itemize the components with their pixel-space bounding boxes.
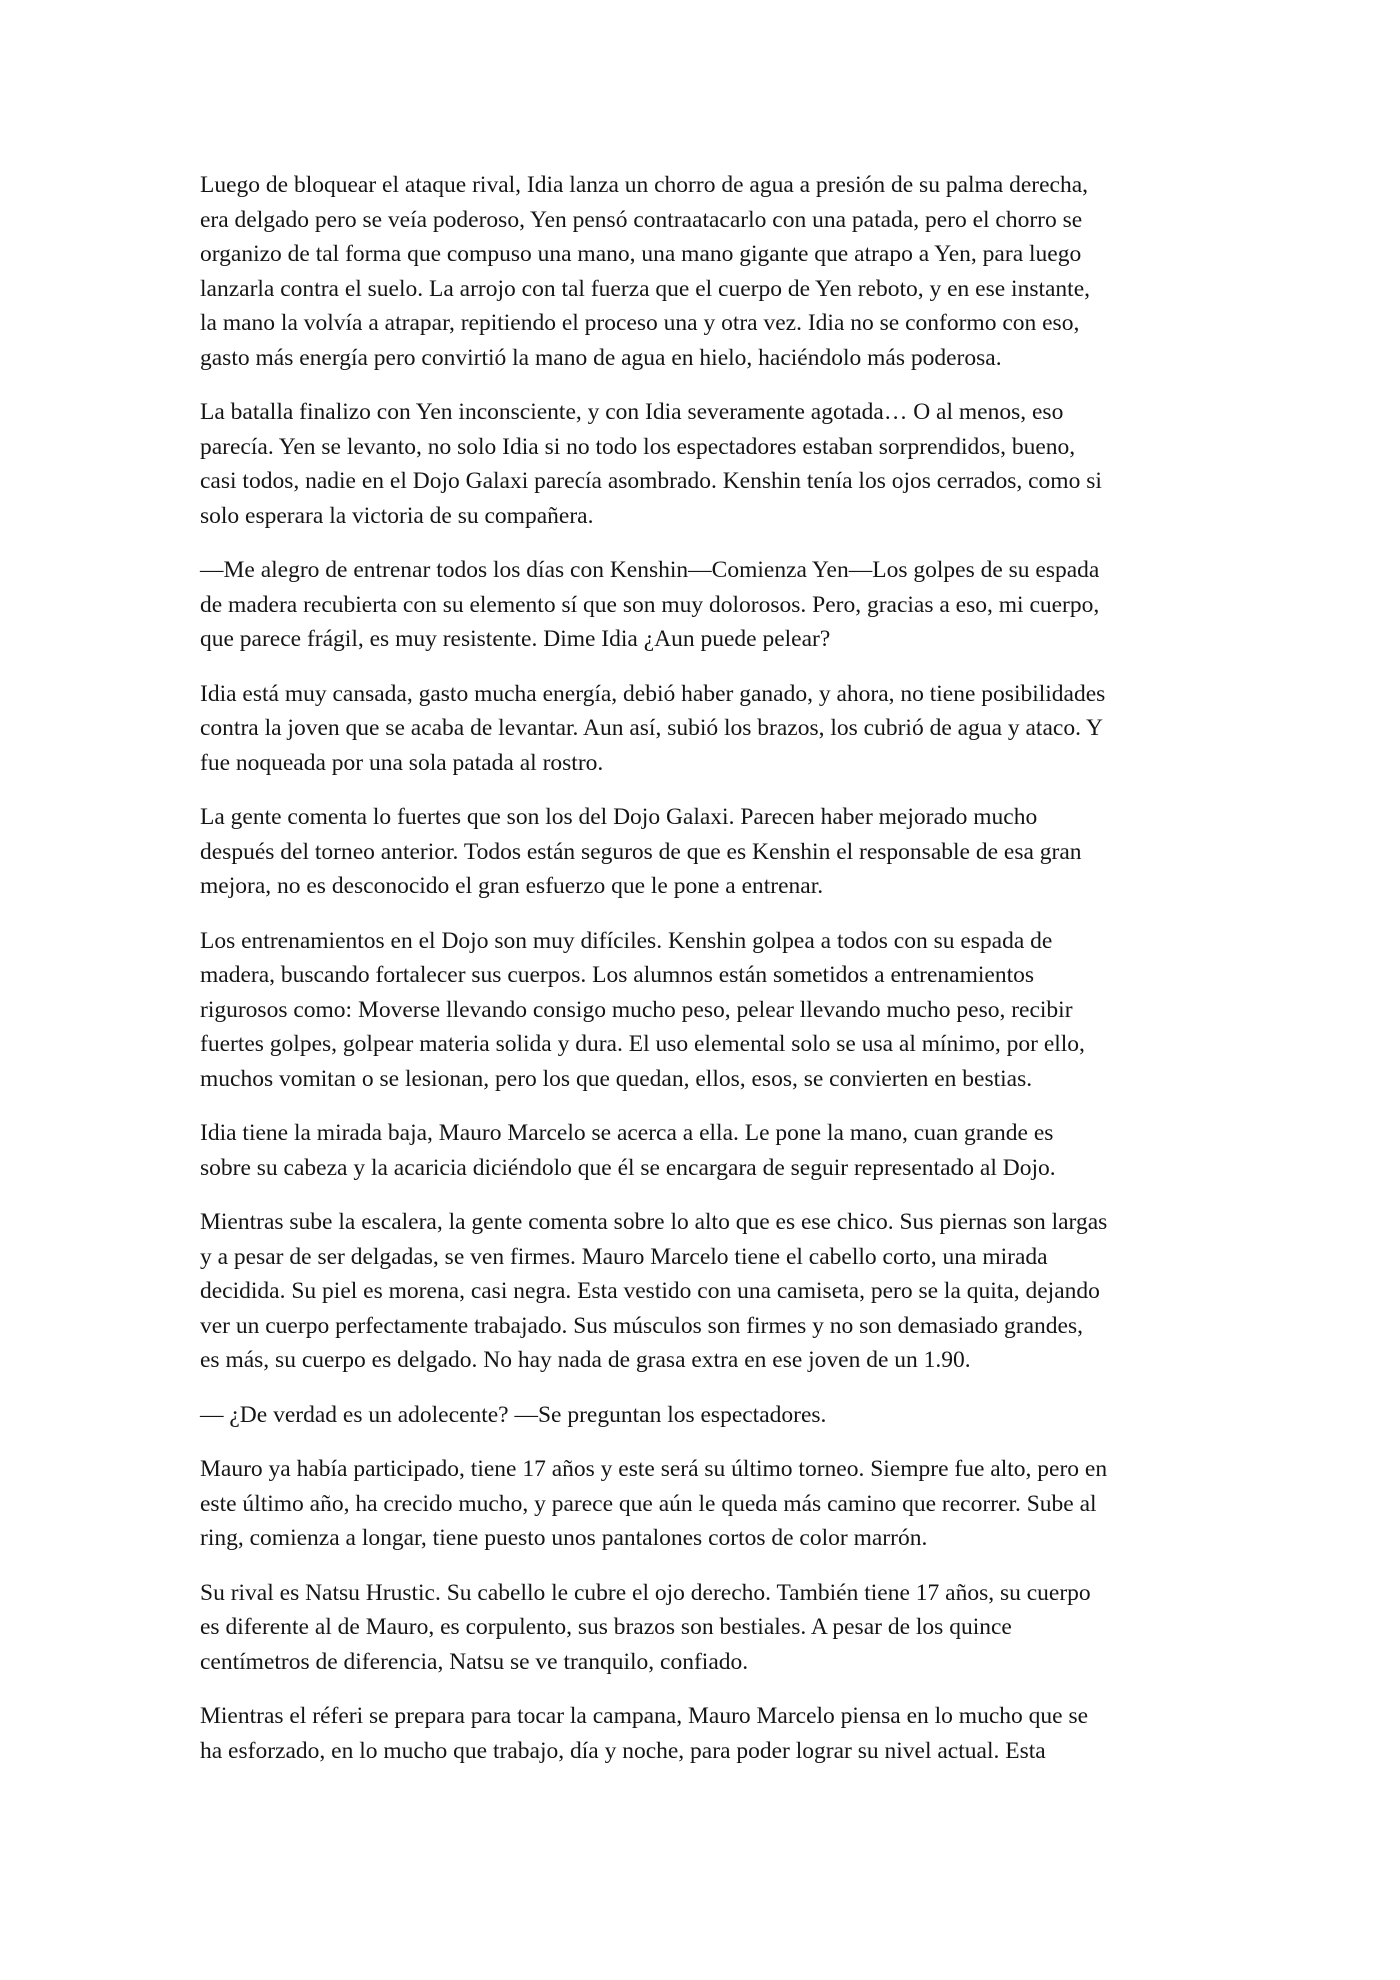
text-line: es más, su cuerpo es delgado. No hay nada de grasa extra en ese joven de un 1.90. <box>200 1347 971 1373</box>
text-line: La gente comenta lo fuertes que son los del Dojo Galaxi. Parecen haber mejorado mucho <box>200 804 1038 830</box>
paragraph <box>200 553 1210 657</box>
text-line: La batalla finalizo con Yen inconsciente, y con Idia severamente agotada… O al menos, eso <box>200 399 1064 425</box>
text-line: ha esforzado, en lo mucho que trabajo, día y noche, para poder lograr su nivel actual. Esta <box>200 1737 1046 1764</box>
text-line: ring, comienza a longar, tiene puesto unos pantalones cortos de color marrón. <box>200 1525 928 1551</box>
text-line: es diferente al de Mauro, es corpulento, sus brazos son bestiales. A pesar de los quince <box>200 1614 1012 1640</box>
text-line: decidida. Su piel es morena, casi negra. Esta vestido con una camiseta, pero se la quita, dejando <box>200 1278 1100 1304</box>
text-line: centímetros de diferencia, Natsu se ve tranquilo, confiado. <box>200 1648 749 1675</box>
text-line: que parece frágil, es muy resistente. Dime Idia ¿Aun puede pelear? <box>200 626 831 652</box>
text-line: madera, buscando fortalecer sus cuerpos. Los alumnos están sometidos a entrenamientos <box>200 962 1034 988</box>
text-line: de madera recubierta con su elemento sí que son muy dolorosos. Pero, gracias a eso, mi cuerpo, <box>200 591 1100 618</box>
text-line: —Me alegro de entrenar todos los días con Kenshin—Comienza Yen—Los golpes de su espada <box>200 557 1100 583</box>
text-line: casi todos, nadie en el Dojo Galaxi parecía asombrado. Kenshin tenía los ojos cerrados, como si <box>200 468 1102 494</box>
text-line: mejora, no es desconocido el gran esfuerzo que le pone a entrenar. <box>200 873 824 899</box>
text-line: Mauro ya había participado, tiene 17 años y este será su último torneo. Siempre fue alto, pero en <box>200 1456 1108 1482</box>
text-line: gasto más energía pero convirtió la mano de agua en hielo, haciéndolo más poderosa. <box>200 344 1002 371</box>
paragraph <box>200 1116 1210 1185</box>
text-line: ver un cuerpo perfectamente trabajado. Sus músculos son firmes y no son demasiado grandes, <box>200 1312 1083 1339</box>
text-line: Mientras sube la escalera, la gente comenta sobre lo alto que es ese chico. Sus piernas son largas <box>200 1209 1108 1235</box>
text-line: fuertes golpes, golpear materia solida y dura. El uso elemental solo se usa al mínimo, por ello, <box>200 1031 1085 1057</box>
paragraph <box>200 1452 1210 1556</box>
text-line: Su rival es Natsu Hrustic. Su cabello le cubre el ojo derecho. También tiene 17 años, su cuerpo <box>200 1579 1091 1606</box>
text-line: era delgado pero se veía poderoso, Yen pensó contraatacarlo con una patada, pero el chorro se <box>200 206 1083 233</box>
text-line: Luego de bloquear el ataque rival, Idia lanza un chorro de agua a presión de su palma derecha, <box>200 172 1089 198</box>
text-line: contra la joven que se acaba de levantar. Aun así, subió los brazos, los cubrió de agua y ataco. Y <box>200 715 1103 741</box>
text-line: rigurosos como: Moverse llevando consigo mucho peso, pelear llevando mucho peso, recibir <box>200 996 1073 1023</box>
paragraph <box>200 677 1210 781</box>
text-line: este último año, ha crecido mucho, y parece que aún le queda más camino que recorrer. Sube al <box>200 1490 1097 1517</box>
paragraph <box>200 1205 1210 1378</box>
paragraph <box>200 800 1210 904</box>
text-line: Idia está muy cansada, gasto mucha energía, debió haber ganado, y ahora, no tiene posibilidades <box>200 680 1106 707</box>
text-line: Idia tiene la mirada baja, Mauro Marcelo se acerca a ella. Le pone la mano, cuan grande es <box>200 1120 1054 1146</box>
text-line: organizo de tal forma que compuso una mano, una mano gigante que atrapo a Yen, para luego <box>200 241 1082 267</box>
text-line: parecía. Yen se levanto, no solo Idia si no todo los espectadores estaban sorprendidos, bueno, <box>200 433 1076 460</box>
text-line: y a pesar de ser delgadas, se ven firmes. Mauro Marcelo tiene el cabello corto, una mirada <box>200 1243 1048 1270</box>
text-line: solo esperara la victoria de su compañera. <box>200 502 594 529</box>
paragraph <box>200 395 1210 533</box>
text-line: sobre su cabeza y la acaricia diciéndolo que él se encargara de seguir representado al Dojo. <box>200 1154 1056 1181</box>
paragraph <box>200 168 1210 375</box>
text-line: la mano la volvía a atrapar, repitiendo el proceso una y otra vez. Idia no se conformo con eso, <box>200 310 1080 336</box>
paragraph <box>200 1576 1210 1680</box>
document-body <box>200 168 1210 1788</box>
paragraph <box>200 1699 1210 1768</box>
text-line: Mientras el réferi se prepara para tocar la campana, Mauro Marcelo piensa en lo mucho que se <box>200 1703 1089 1729</box>
paragraph <box>200 1398 1210 1433</box>
text-line: — ¿De verdad es un adolecente? —Se preguntan los espectadores. <box>200 1401 827 1428</box>
text-line: fue noqueada por una sola patada al rostro. <box>200 749 604 776</box>
text-line: después del torneo anterior. Todos están seguros de que es Kenshin el responsable de esa gran <box>200 838 1082 865</box>
text-line: muchos vomitan o se lesionan, pero los que quedan, ellos, esos, se convierten en bestias. <box>200 1065 1033 1092</box>
text-line: lanzarla contra el suelo. La arrojo con tal fuerza que el cuerpo de Yen reboto, y en ese instante, <box>200 275 1091 302</box>
text-line: Los entrenamientos en el Dojo son muy difíciles. Kenshin golpea a todos con su espada de <box>200 927 1053 954</box>
paragraph <box>200 924 1210 1097</box>
